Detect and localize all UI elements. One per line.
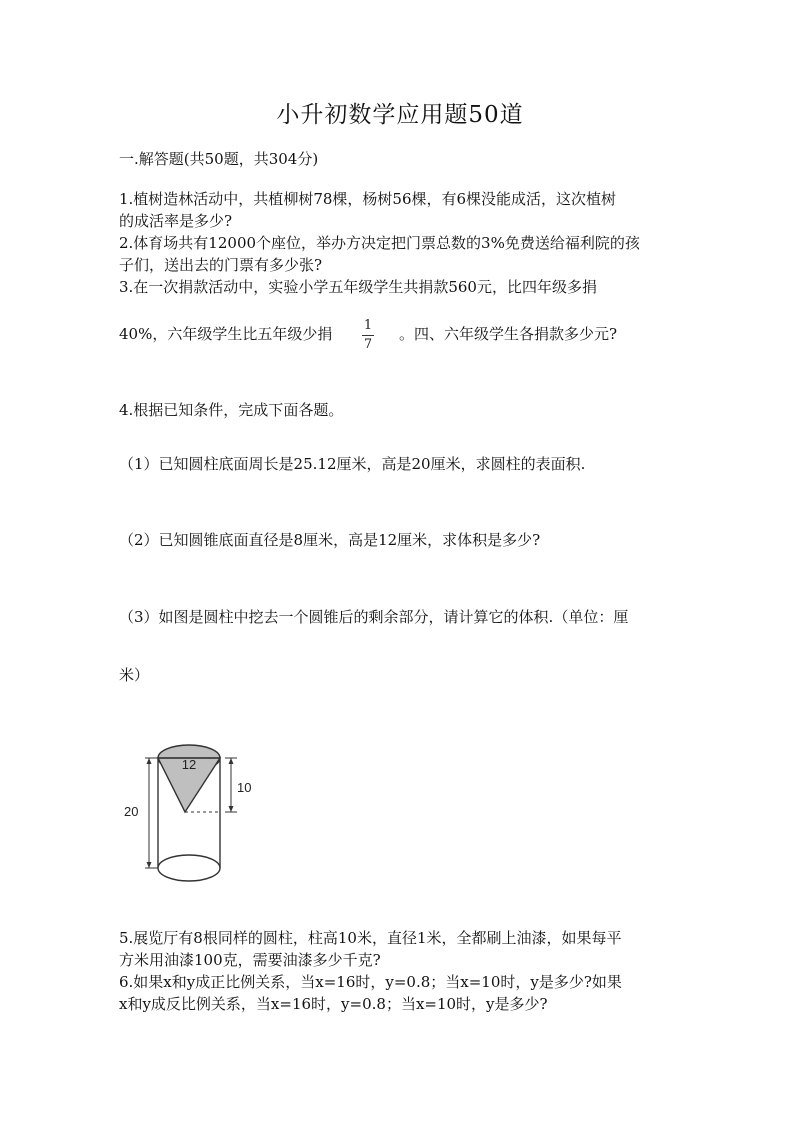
fraction-denominator: 7	[363, 337, 373, 352]
cone-height-arrow-bottom	[229, 806, 234, 812]
fraction-one-seventh	[358, 318, 378, 353]
cone-height-arrow-top	[229, 758, 234, 764]
page-title: 小升初数学应用题50道	[276, 102, 524, 128]
question-4-intro: 4.根据已知条件，完成下面各题。	[119, 401, 344, 419]
cone-height-label: 10	[237, 780, 252, 795]
section-heading: 一.解答题(共50题，共304分)	[119, 150, 319, 168]
question-3-line-2-end: 。四、六年级学生各捐款多少元?	[399, 325, 618, 343]
question-3-line-1: 3.在一次捐款活动中，实验小学五年级学生共捐款560元，比四年级多捐	[119, 278, 597, 296]
question-2-line-1: 2.体育场共有12000个座位，举办方决定把门票总数的3%免费送给福利院的孩	[119, 234, 640, 252]
question-6-line-1: 6.如果x和y成正比例关系，当x=16时，y=0.8；当x=10时，y是多少?如果	[119, 973, 622, 991]
question-1-line-2: 的成活率是多少?	[119, 212, 233, 230]
question-4-sub-2: （2）已知圆锥底面直径是8厘米，高是12厘米，求体积是多少?	[119, 531, 541, 549]
height-arrow-top	[147, 758, 152, 764]
cylinder-bottom-face	[158, 855, 220, 881]
question-4-sub-3-line-2: 米）	[119, 666, 150, 684]
height-arrow-bottom	[147, 862, 152, 868]
fraction-numerator: 1	[363, 318, 373, 333]
question-4-sub-3-line-1: （3）如图是圆柱中挖去一个圆锥后的剩余部分，请计算它的体积.（单位：厘	[119, 608, 629, 626]
question-1-line-1: 1.植树造林活动中，共植柳树78棵，杨树56棵，有6棵没能成活，这次植树	[119, 190, 617, 208]
question-3-line-2-start: 40%，六年级学生比五年级少捐	[119, 325, 333, 343]
fraction-bar	[362, 335, 374, 336]
question-2-line-2: 子们，送出去的门票有多少张?	[119, 256, 323, 274]
cylinder-cone-figure	[119, 738, 269, 888]
question-4-sub-1: （1）已知圆柱底面周长是25.12厘米，高是20厘米，求圆柱的表面积.	[119, 455, 586, 473]
diameter-label: 12	[181, 757, 197, 772]
question-5-line-2: 方米用油漆100克，需要油漆多少千克?	[119, 951, 381, 969]
question-5-line-1: 5.展览厅有8根同样的圆柱，柱高10米，直径1米，全都刷上油漆，如果每平	[119, 929, 622, 947]
question-6-line-2: x和y成反比例关系，当x=16时，y=0.8；当x=10时，y是多少?	[119, 995, 548, 1013]
cylinder-height-label: 20	[124, 804, 139, 819]
